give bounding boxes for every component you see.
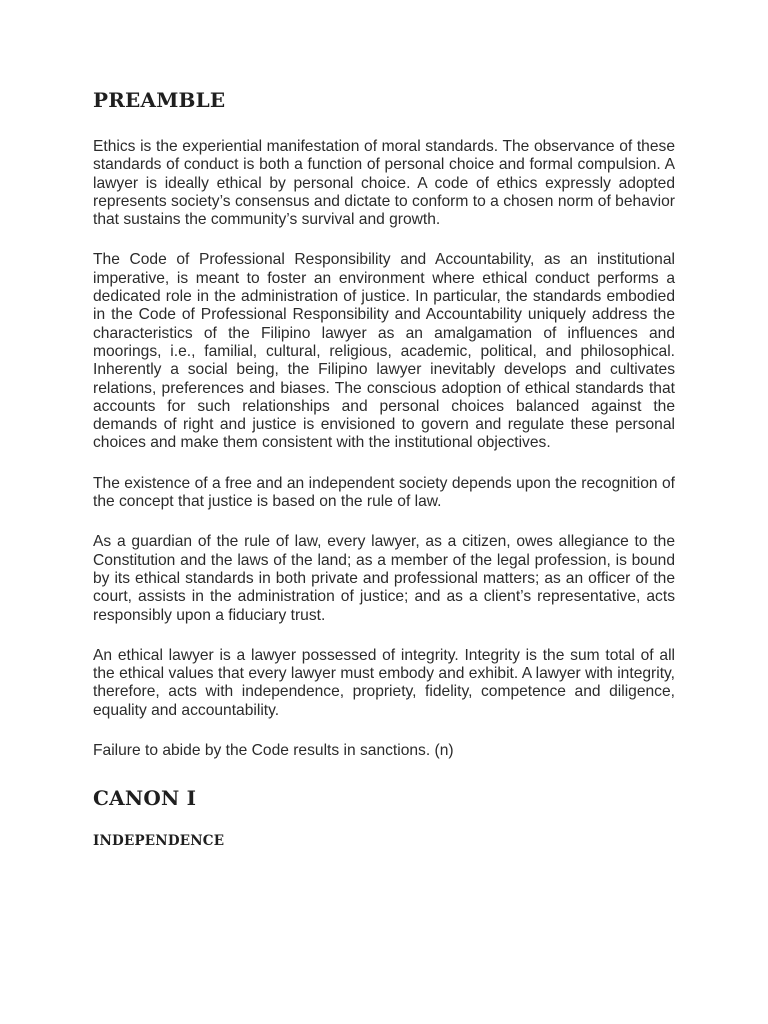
canon-heading: CANON I (93, 786, 197, 811)
canon-subheading: INDEPENDENCE (93, 833, 225, 850)
preamble-heading: PREAMBLE (93, 88, 226, 112)
paragraph-free-society: The existence of a free and an independent society depends upon the recognition of the concept that justice is based on the rule of law. (93, 474, 675, 511)
paragraph-code-purpose: The Code of Professional Responsibility and Accountability, as an institutional imperative, is meant to foster an environment where ethical conduct performs a dedicated role in the administration of justice. In particular, the standards embodied in the Code of Professional Responsibility and Accountability uniquely address the characteristics of the Filipino lawyer as an amalgamation of influences and moorings, i.e., familial, cultural, religious, academic, political, and philosophical. Inherently a social being, the Filipino lawyer inevitably develops and cultivates relations, preferences and biases. The conscious adoption of ethical standards that accounts for such relationships and personal choices balanced against the demands of right and justice is envisioned to govern and regulate these personal choices and make them consistent with the institutional objectives. (93, 251, 675, 452)
paragraph-ethical-lawyer: An ethical lawyer is a lawyer possessed of integrity. Integrity is the sum total of all the ethical values that every lawyer must embody and exhibit. A lawyer with integrity, therefore, acts with independence, propriety, fidelity, competence and diligence, equality and accountability. (93, 646, 675, 719)
document-body (93, 88, 675, 849)
paragraph-ethics-definition: Ethics is the experiential manifestation of moral standards. The observance of these standards of conduct is both a function of personal choice and formal compulsion. A lawyer is ideally ethical by personal choice. A code of ethics expressly adopted represents society’s consensus and dictate to conform to a chosen norm of behavior that sustains the community’s survival and growth. (93, 138, 675, 229)
paragraph-sanctions: Failure to abide by the Code results in sanctions. (n) (93, 742, 454, 760)
paragraph-guardian-rule-of-law: As a guardian of the rule of law, every lawyer, as a citizen, owes allegiance to the Constitution and the laws of the land; as a member of the legal profession, is bound by its ethical standards in both private and professional matters; as an officer of the court, assists in the administration of justice; and as a client’s representative, acts responsibly upon a fiduciary trust. (93, 533, 675, 624)
